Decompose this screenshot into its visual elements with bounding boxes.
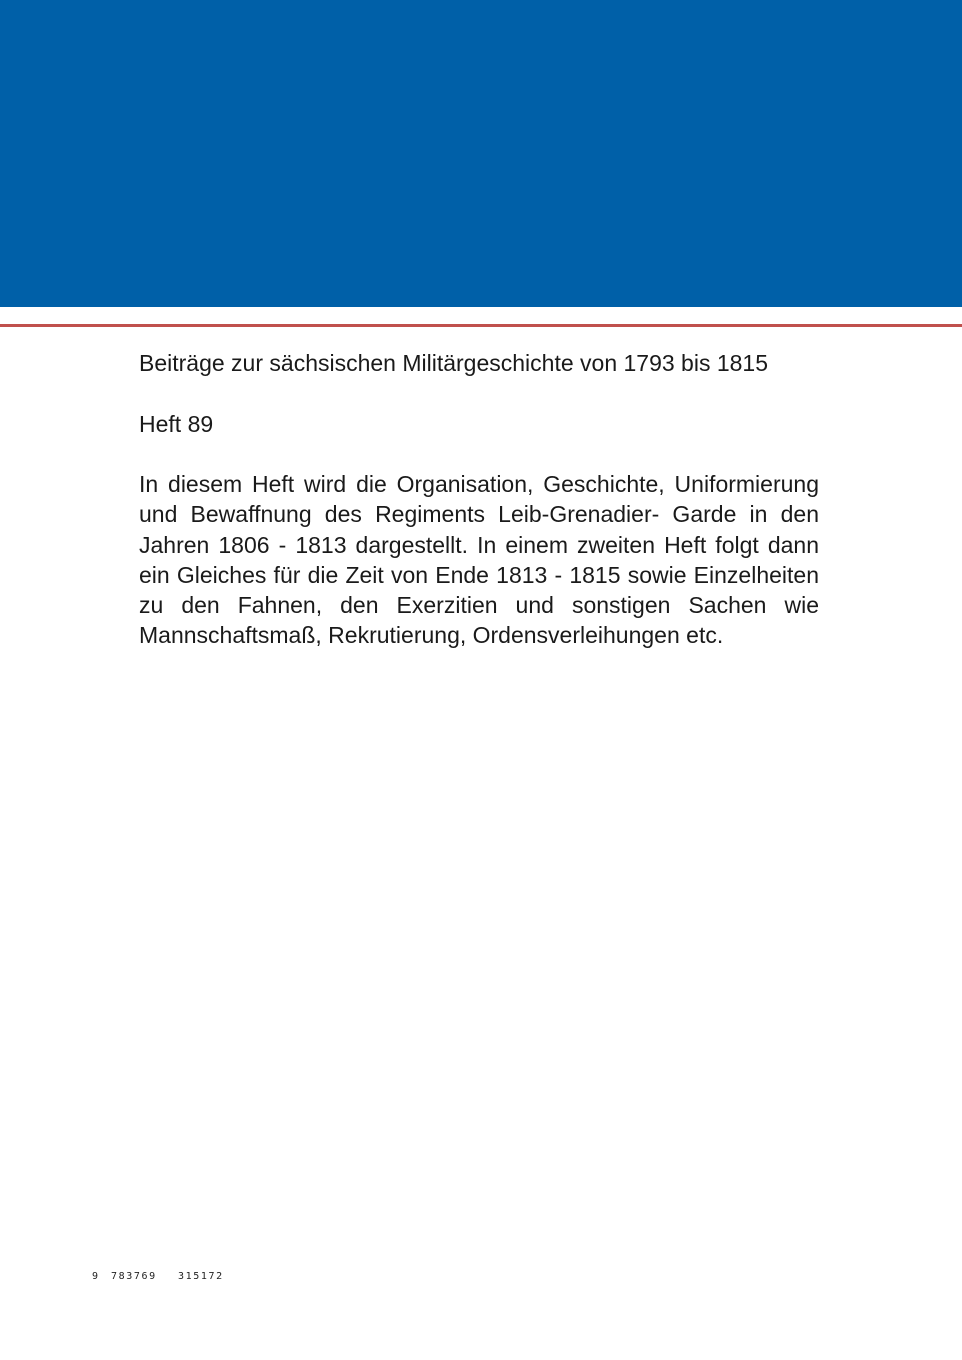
book-description: In diesem Heft wird die Organisation, Geschichte, Uniformierung und Bewaffnung des Regiments Leib-Grenadier- Garde in den Jahren 1806 - 1813 dargestellt. In einem zweiten Heft folgt dann ein Gleiches für die Zeit von Ende 1813 - 1815 sowie Einzelheiten zu den Fahnen, den Exerzitien und sonstigen Sachen wie Mannschaftsmaß, Rekrutierung, Ordensverleihungen etc.: [139, 471, 819, 649]
barcode-digits: [92, 1271, 238, 1283]
isbn-barcode: [92, 1244, 238, 1284]
barcode-right-group: 315172: [178, 1271, 224, 1282]
series-title: Beiträge zur sächsischen Militärgeschichte von 1793 bis 1815: [139, 350, 769, 376]
top-color-band: [0, 0, 962, 307]
barcode-lead-digit: 9: [92, 1271, 99, 1282]
issue-number: Heft 89: [139, 411, 214, 437]
barcode-left-group: 783769: [111, 1271, 157, 1282]
red-divider-line: [0, 324, 962, 327]
back-cover-text: [139, 348, 819, 651]
barcode-bars: [92, 1244, 238, 1272]
